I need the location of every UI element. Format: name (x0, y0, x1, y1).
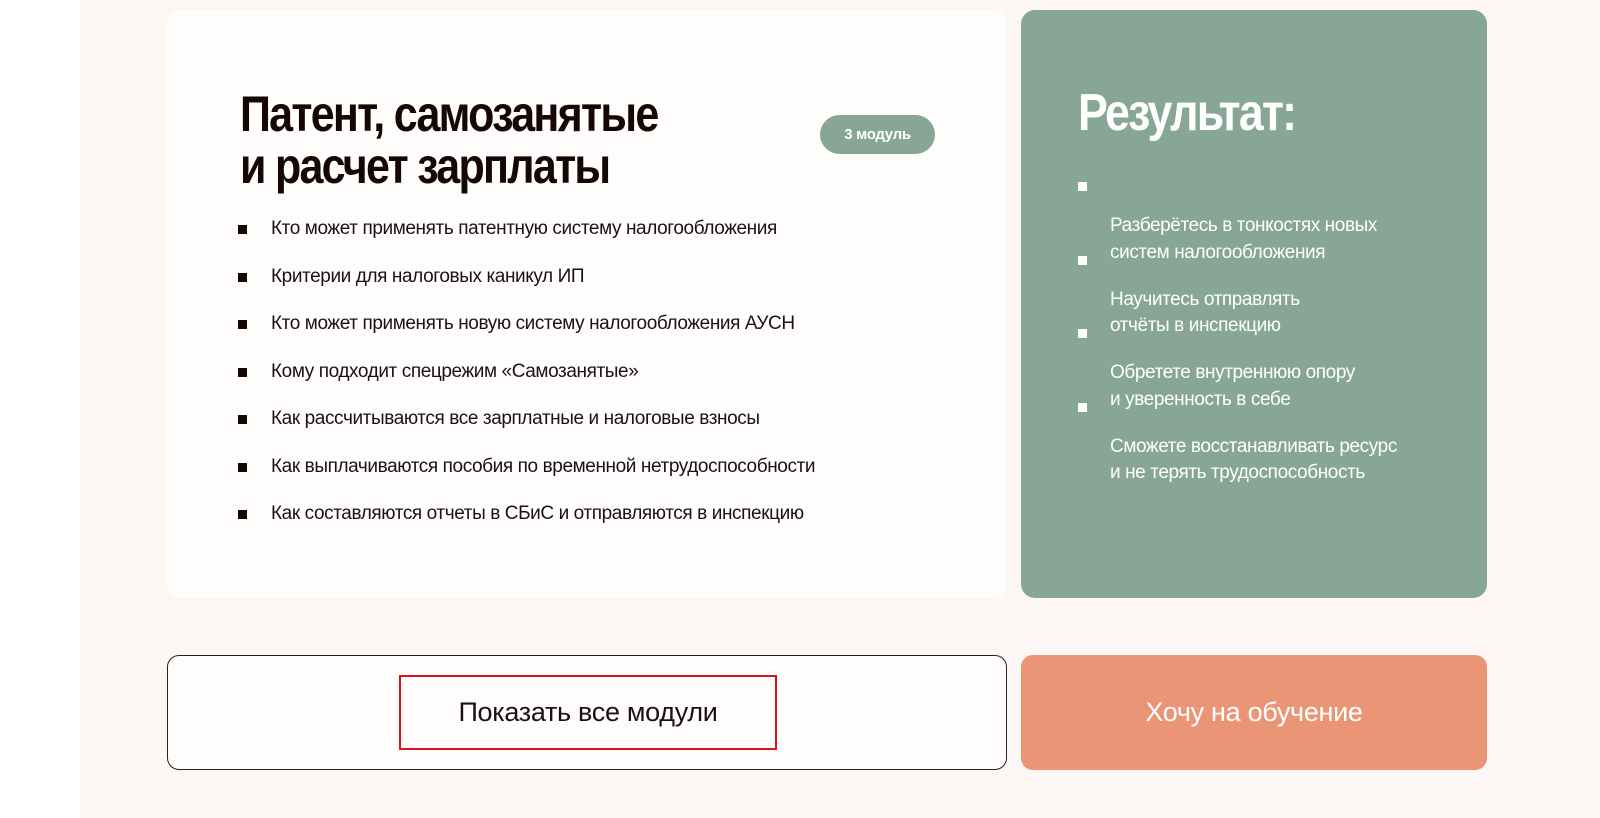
module-topic-text: Кому подходит спецрежим «Самозанятые» (271, 360, 639, 382)
result-card (1021, 10, 1487, 598)
module-topic-text: Как рассчитываются все зарплатные и налоговые взносы (271, 408, 760, 429)
square-bullet-icon (238, 510, 247, 519)
result-item (1078, 307, 1397, 410)
square-bullet-icon (238, 273, 247, 282)
show-all-modules-label[interactable]: Показать все модули (399, 675, 777, 750)
module-topic-item (237, 403, 815, 451)
enroll-button[interactable]: Хочу на обучение (1021, 655, 1487, 770)
module-topic-text: Кто может применять патентную систему налогообложения (271, 218, 777, 239)
result-item-text: Сможете восстанавливать ресурс и не терять трудоспособность (1110, 435, 1397, 483)
result-title: Результат: (1078, 84, 1296, 142)
square-bullet-icon (1078, 182, 1087, 191)
module-topic-item (237, 213, 815, 261)
module-topic-item (237, 261, 815, 309)
show-all-modules-button[interactable] (167, 655, 1007, 770)
result-item-text: Научитесь отправлять отчёты в инспекцию (1110, 288, 1300, 336)
square-bullet-icon (238, 320, 247, 329)
module-topics-list (237, 213, 815, 546)
result-item (1078, 234, 1397, 336)
module-topic-text: Как составляются отчеты в СБиС и отправляются в инспекцию (271, 503, 804, 524)
module-topic-item (237, 451, 815, 499)
result-item-text: Обретете внутреннюю опору и уверенность в себе (1110, 362, 1355, 410)
square-bullet-icon (238, 463, 247, 472)
square-bullet-icon (238, 368, 247, 377)
result-item (1078, 381, 1397, 483)
module-number-badge: 3 модуль (820, 115, 935, 154)
square-bullet-icon (238, 415, 247, 424)
module-card (167, 10, 1007, 598)
module-title: Патент, самозанятые и расчет зарплаты (240, 86, 658, 194)
square-bullet-icon (1078, 329, 1087, 338)
square-bullet-icon (1078, 403, 1087, 412)
result-item-text: Разберётесь в тонкостях новых систем налогообложения (1110, 215, 1377, 263)
result-item (1078, 160, 1397, 263)
module-topic-text: Критерии для налоговых каникул ИП (271, 265, 585, 287)
module-topic-item (237, 356, 815, 404)
module-topic-text: Как выплачиваются пособия по временной нетрудоспособности (271, 455, 816, 477)
result-list (1078, 160, 1397, 483)
module-topic-item (237, 498, 815, 546)
square-bullet-icon (238, 225, 247, 234)
square-bullet-icon (1078, 256, 1087, 265)
module-topic-item (237, 308, 815, 356)
module-topic-text: Кто может применять новую систему налогообложения АУСН (271, 313, 795, 334)
